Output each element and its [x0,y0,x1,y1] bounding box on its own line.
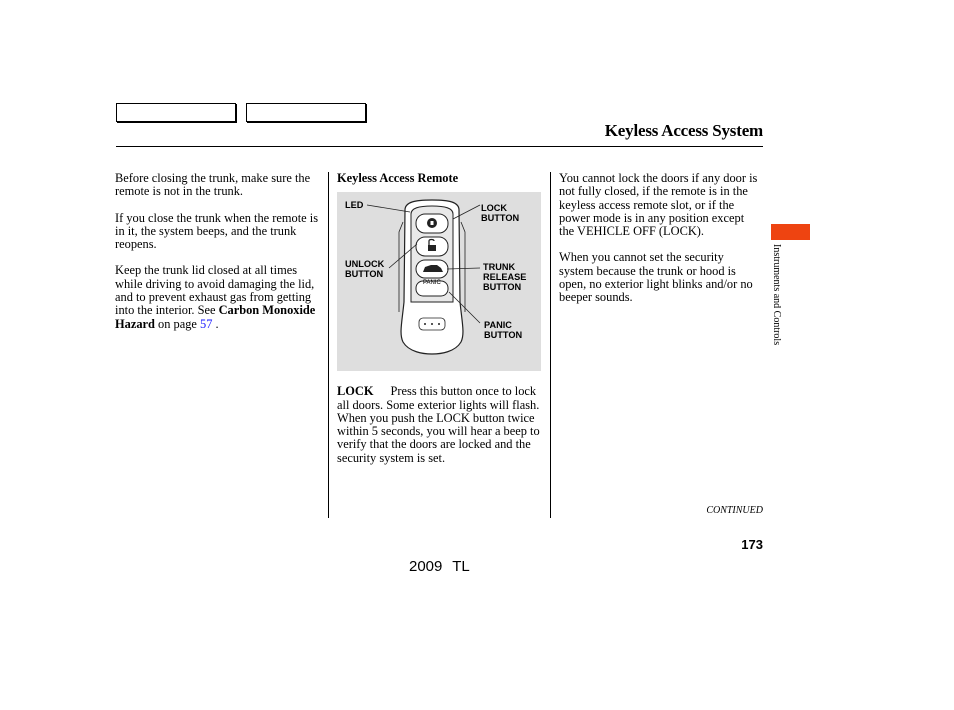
model-footer: 2009 TL [409,558,470,575]
lock-term: LOCK [337,384,374,399]
page-number: 173 [741,537,763,552]
trunk-reopen-paragraph: If you close the trunk when the remote is in it, the system beeps, and the trunk reopens. [115,210,319,252]
trunk-release-button-label: TRUNK RELEASE BUTTON [483,262,527,293]
nav-button-2[interactable] [246,103,366,122]
panic-button-label: PANIC BUTTON [484,320,523,341]
unlock-key [416,237,448,256]
column-2 [337,172,542,478]
column-divider-1 [328,172,329,518]
security-system-paragraph: When you cannot set the security system because the trunk or hood is open, no exterior light blinks and/or no beeper sounds. [559,250,753,305]
unlock-button-label: UNLOCK BUTTON [345,259,385,280]
trunk-key [416,260,448,278]
section-tab[interactable] [771,224,810,240]
title-rule [116,146,763,147]
section-title: Keyless Access System [604,121,763,140]
trunk-lid-paragraph: Keep the trunk lid closed at all times while driving to avoid damaging the lid, and to prevent exhaust gas from getting into the interior. See Carbon Monoxide Hazard on page 57 . [115,263,316,331]
remote-diagram [337,192,541,371]
column-3 [559,172,761,318]
lock-key [416,214,448,233]
lock-conditions-paragraph: You cannot lock the doors if any door is not fully closed, if the remote is in the keyless access remote slot, or if the power mode is in any position except the VEHICLE OFF (LOCK). [559,171,758,239]
continued-label: CONTINUED [706,505,763,516]
carbon-monoxide-ref: Carbon Monoxide Hazard [115,303,316,331]
column-divider-2 [550,172,551,518]
led-label: LED [345,200,364,211]
lock-description: LOCK Press this button once to lock all doors. Some exterior lights will flash. When you push the LOCK button twice within 5 seconds, you will hear a beep to verify that the doors are locked and the security system is set. [337,384,540,465]
lock-button-label: LOCK BUTTON [481,203,520,224]
page-link-57[interactable]: 57 [200,316,213,331]
remote-heading: Keyless Access Remote [337,171,459,185]
section-side-label: Instruments and Controls [771,244,782,346]
nav-button-1[interactable] [116,103,236,122]
panic-key-text: PANIC [423,280,441,287]
trunk-warning-paragraph: Before closing the trunk, make sure the remote is not in the trunk. [115,171,311,199]
column-1 [115,172,323,344]
